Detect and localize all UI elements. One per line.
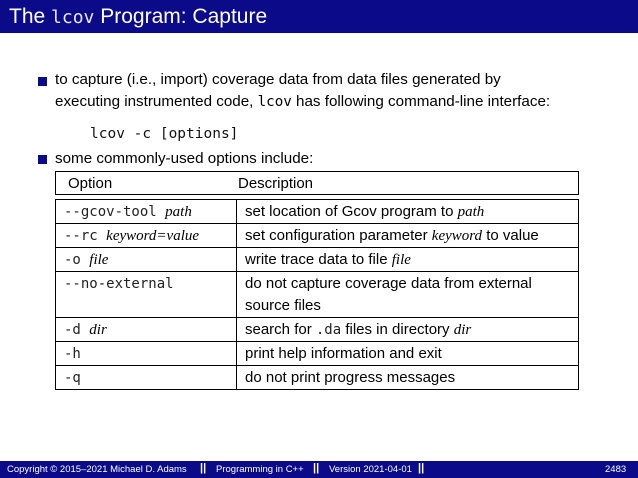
description-text: set location of Gcov program to xyxy=(245,203,458,220)
description-code: .da xyxy=(315,322,342,338)
footer-version: Version 2021-04-01 xyxy=(329,464,412,475)
option-flag: -o xyxy=(64,252,90,268)
description-argument: keyword xyxy=(431,228,483,244)
option-cell xyxy=(56,248,237,272)
description-cell xyxy=(237,342,579,366)
page-title: The lcov Program: Capture xyxy=(9,5,268,28)
command-line: lcov -c [options] xyxy=(90,126,239,142)
option-cell xyxy=(56,272,237,318)
option-cell xyxy=(56,318,237,342)
description-text: print help information and exit xyxy=(245,345,442,362)
description-text: write trace data to file xyxy=(245,251,392,268)
description-cell xyxy=(237,248,579,272)
description-cell xyxy=(237,366,579,390)
option-flag: --gcov-tool xyxy=(64,204,166,220)
footer-copyright: Copyright © 2015–2021 Michael D. Adams xyxy=(7,464,187,475)
title-bar xyxy=(0,0,638,33)
option-argument: path xyxy=(165,204,192,220)
description-text: do not capture coverage data from external source files xyxy=(245,275,532,314)
bullet-text-capture: to capture (i.e., import) coverage data from data files generated by executing instrumented code, lcov has following command-line interface: xyxy=(55,71,551,110)
option-cell xyxy=(56,200,237,224)
option-flag: --no-external xyxy=(64,276,174,292)
footer-separator: || xyxy=(418,462,425,474)
option-cell xyxy=(56,224,237,248)
bullet-square-icon xyxy=(38,77,47,86)
options-table-header xyxy=(55,171,579,195)
option-flag: --rc xyxy=(64,228,107,244)
description-text: set configuration parameter xyxy=(245,227,432,244)
bullet-text-options: some commonly-used options include: xyxy=(55,150,314,167)
header-option: Option xyxy=(68,175,113,192)
footer-page-number: 2483 xyxy=(605,464,627,475)
option-argument: keyword=value xyxy=(106,228,200,244)
description-cell xyxy=(237,272,579,318)
description-cell xyxy=(237,200,579,224)
description-text: files in directory xyxy=(341,321,454,338)
option-cell xyxy=(56,366,237,390)
table-row xyxy=(56,200,579,224)
description-text: do not print progress messages xyxy=(245,369,456,386)
description-cell xyxy=(237,224,579,248)
description-cell xyxy=(237,318,579,342)
option-cell xyxy=(56,342,237,366)
header-description: Description xyxy=(238,175,314,192)
option-flag: -q xyxy=(64,370,81,386)
table-row xyxy=(56,342,579,366)
option-argument: dir xyxy=(89,322,107,338)
description-argument: path xyxy=(457,204,485,220)
description-text: search for xyxy=(245,321,316,338)
option-flag: -h xyxy=(64,346,81,362)
description-argument: dir xyxy=(453,322,472,338)
footer-bar xyxy=(0,461,638,478)
option-argument: file xyxy=(89,252,109,268)
option-flag: -d xyxy=(64,322,90,338)
table-row xyxy=(56,224,579,248)
bullet-square-icon xyxy=(38,155,47,164)
footer-course: Programming in C++ xyxy=(216,464,304,475)
footer-separator: || xyxy=(200,462,207,474)
table-row xyxy=(56,272,579,318)
table-row xyxy=(56,318,579,342)
description-argument: file xyxy=(391,252,411,268)
table-row xyxy=(56,366,579,390)
footer-separator: || xyxy=(313,462,320,474)
table-row xyxy=(56,248,579,272)
options-table xyxy=(55,199,579,390)
description-text: to value xyxy=(482,227,539,244)
